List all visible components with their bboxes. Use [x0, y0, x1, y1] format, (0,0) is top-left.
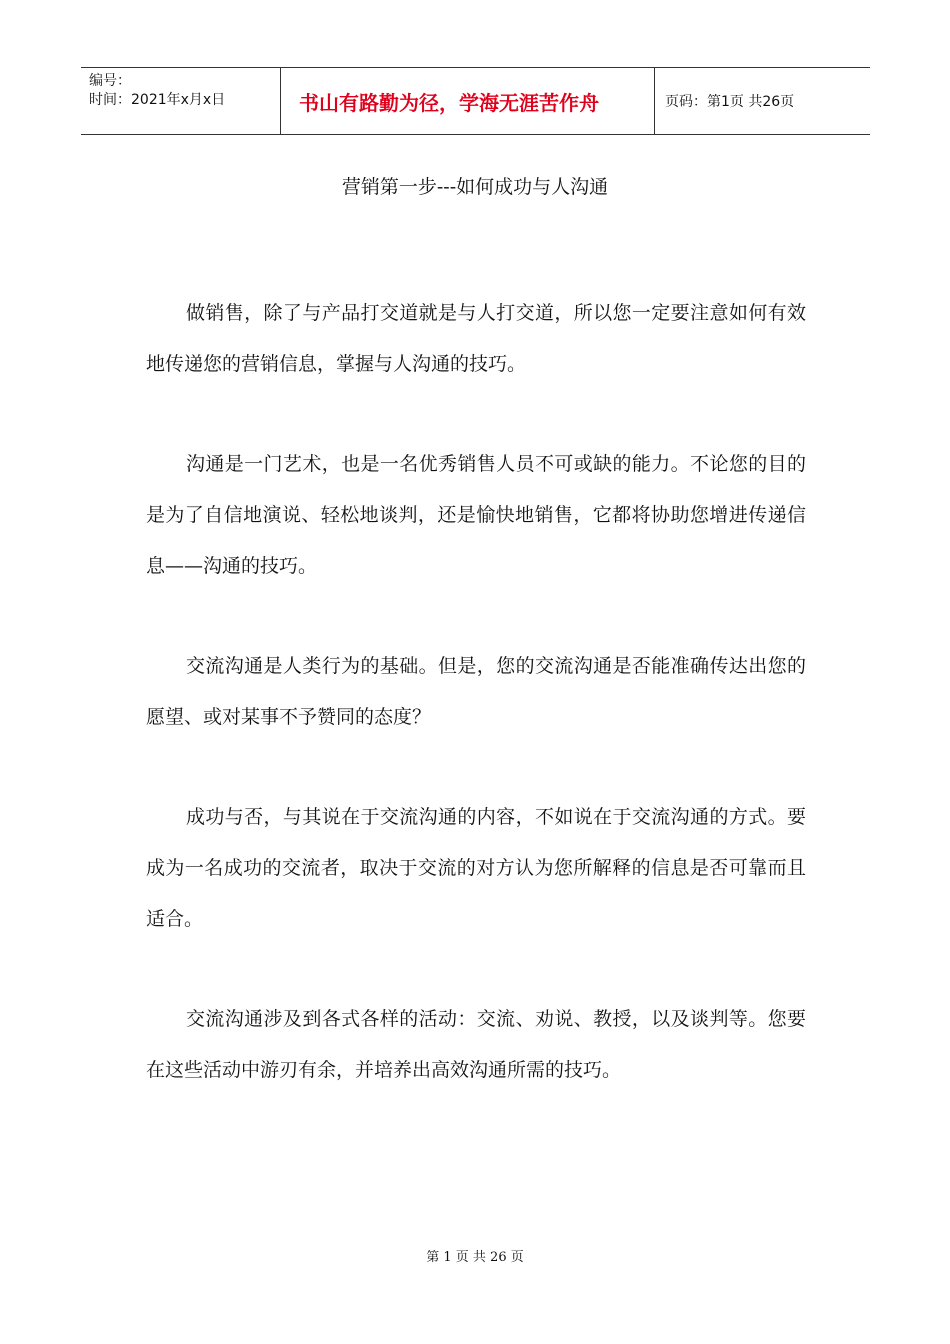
document-title: 营销第一步---如何成功与人沟通: [341, 176, 609, 198]
paragraph: 交流沟通涉及到各式各样的活动：交流、劝说、教授，以及谈判等。您要在这些活动中游刃有余，并培养出高效沟通所需的技巧。: [146, 1008, 806, 1081]
header-motto: 书山有路勤为径，学海无涯苦作舟: [299, 90, 599, 115]
header-page-info: 页码：第1页 共26页: [665, 94, 795, 110]
paragraph: 做销售，除了与产品打交道就是与人打交道，所以您一定要注意如何有效地传递您的营销信息，掌握与人沟通的技巧。: [146, 302, 806, 375]
document-body: [146, 288, 806, 1145]
page-footer: 第 1 页 共 26 页: [426, 1250, 524, 1265]
document-header: [81, 67, 870, 135]
paragraph: 成功与否，与其说在于交流沟通的内容，不如说在于交流沟通的方式。要成为一名成功的交流者，取决于交流的对方认为您所解释的信息是否可靠而且适合。: [146, 806, 806, 930]
document-time-label: 时间：2021年x月x日: [89, 92, 226, 108]
paragraph: 沟通是一门艺术，也是一名优秀销售人员不可或缺的能力。不论您的目的是为了自信地演说、轻松地谈判，还是愉快地销售，它都将协助您增进传递信息——沟通的技巧。: [146, 453, 806, 577]
header-meta-cell: [81, 68, 281, 134]
document-number-label: 编号：: [89, 73, 131, 89]
paragraph: 交流沟通是人类行为的基础。但是，您的交流沟通是否能准确传达出您的愿望、或对某事不予赞同的态度？: [146, 655, 806, 728]
header-page-cell: [655, 68, 870, 134]
header-motto-cell: [281, 68, 655, 134]
